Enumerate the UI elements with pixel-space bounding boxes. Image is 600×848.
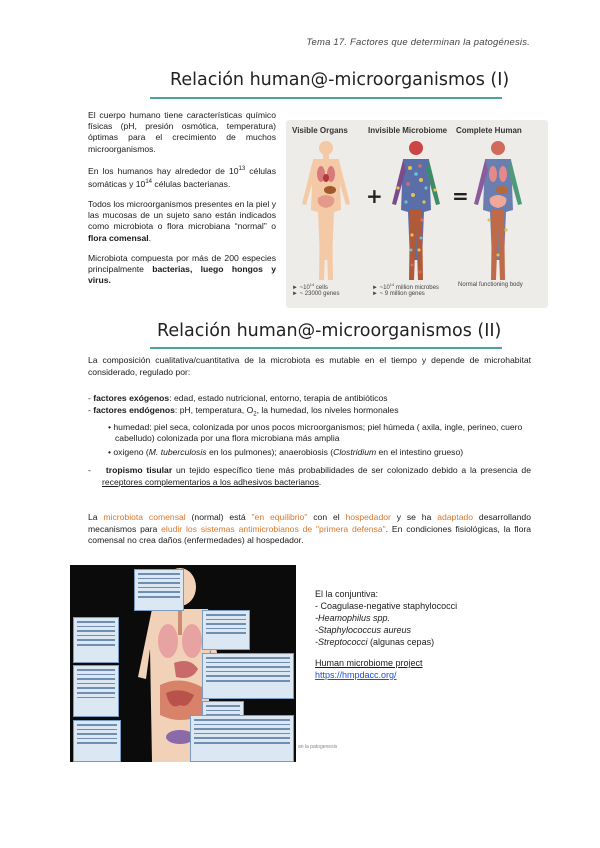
equals-sign: = xyxy=(452,184,469,208)
paragraph-normal-flora: Todos los microorganismos presentes en la piel y las mucosas de un sujeto sano están indicados como microbiota o flora microbiana “normal” o flora comensal. xyxy=(88,198,276,243)
figure-note-normal-body: Normal functioning body xyxy=(458,282,523,288)
conjunctiva-item-2: -Heamophilus spp. xyxy=(315,613,391,623)
bullet-oxygen: • oxigeno (M. tuberculosis en los pulmones); anaerobiosis (Clostridium en el intestino grueso) xyxy=(108,446,464,457)
section1-title: Relación human@-microorganismos (I) xyxy=(170,70,510,90)
section1-text xyxy=(88,110,276,286)
figure-label-microbiome: Invisible Microbiome xyxy=(368,126,448,135)
paragraph-body-conditions: El cuerpo humano tiene características químico físicas (pH, presión osmótica, temperatura) óptimas para el crecimiento de muchos microorganismos. xyxy=(88,110,276,154)
topic-header: Tema 17. Factores que determinan la patogénesis. xyxy=(306,37,530,48)
factors-list xyxy=(88,393,531,458)
conjunctiva-heading: El la conjuntiva: xyxy=(315,589,379,599)
figure-label-visible-organs: Visible Organs xyxy=(292,126,348,135)
normal-flora-body-map xyxy=(70,565,296,762)
paragraph-cell-counts: En los humanos hay alrededor de $10^{13}$ células somáticas y $10^{14}$ células bacterianas. xyxy=(88,165,276,189)
conjunctiva-item-1: - Coagulase-negative staphylococci xyxy=(315,601,458,611)
tissue-tropism: - tropismo tisular un tejido específico tiene más probabilidades de ser colonizado debido a la presencia de receptores complementarios a los adhesivos bacterianos. xyxy=(88,465,531,487)
figure-label-complete-human: Complete Human xyxy=(456,126,522,135)
organs-figure xyxy=(302,141,350,280)
section2-title: Relación human@-microorganismos (II) xyxy=(157,321,502,341)
callout-nose xyxy=(73,617,119,663)
project-link[interactable]: https://hmpdacc.org/ xyxy=(315,670,397,680)
body-illustrations xyxy=(286,120,548,308)
callout-skin xyxy=(134,569,184,611)
microbiome-figure xyxy=(286,120,548,308)
section1-rule xyxy=(150,97,502,99)
section2-intro: La composición cualitativa/cuantitativa de la microbiota es mutable en el tiempo y depende de microhabitat considerado, regulado por: xyxy=(88,355,531,377)
callout-mouth xyxy=(73,665,119,717)
figure-note-genes: ► ~ 23000 genes xyxy=(292,291,340,297)
project-label: Human microbiome project xyxy=(315,658,423,668)
section2-rule xyxy=(150,347,502,349)
conjunctiva-item-3: -Staphylococcus aureus xyxy=(315,625,412,635)
bullet-humidity: • humedad: piel seca, colonizada por unos pocos microorganismos; piel húmeda ( axila, ingle, perineo, cuero cabelludo) colonizada por una flora microbiana más amplia xyxy=(108,421,523,444)
callout-urethra xyxy=(73,720,121,762)
exogenous-factors: - factores exógenos: edad, estado nutricional, entorno, terapia de antibióticos xyxy=(88,393,388,403)
callout-eye xyxy=(202,610,250,650)
figure-note-cells: ► $\sim 10^{14}$ cells xyxy=(292,282,328,291)
conjunctiva-list xyxy=(315,588,457,648)
watermark-text: an la patogenesis xyxy=(298,744,338,750)
endogenous-factors: - factores endógenos: pH, temperatura, $O_2$, la humedad, los niveles hormonales xyxy=(88,404,399,418)
plus-sign: + xyxy=(366,184,383,208)
callout-respiratory xyxy=(202,653,294,699)
microbiome-figure-body xyxy=(392,141,440,280)
complete-human-figure xyxy=(474,141,522,280)
commensal-paragraph: La microbiota comensal (normal) está "en equilibrio" con el hospedador y se ha adaptado desarrollando mecanismos para eludir los sistemas antimicrobianos de "primera defensa". En condiciones fisiológicas, la flora comensal no crea daños (enfermedades) al hospedador. xyxy=(88,512,531,545)
figure-note-microbes: ► $\sim 10^{14}$ million microbes xyxy=(372,282,439,291)
paragraph-composition: Microbiota compuesta por más de 200 especies principalmente bacterias, luego hongos y virus. xyxy=(88,252,276,286)
figure-note-microbe-genes: ► ~ 9 million genes xyxy=(372,291,425,297)
callout-large-intestine xyxy=(190,715,294,762)
conjunctiva-item-4: -Streptococci (algunas cepas) xyxy=(315,637,435,647)
microbiome-project xyxy=(315,657,423,681)
